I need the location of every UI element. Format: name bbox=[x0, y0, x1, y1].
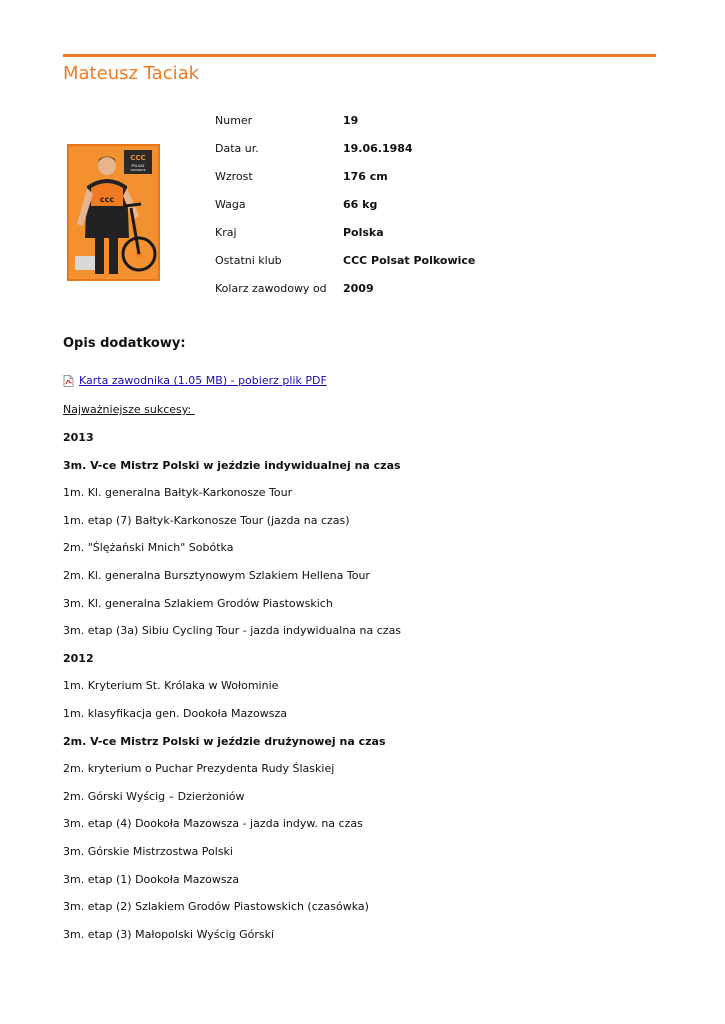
info-value: 66 kg bbox=[343, 198, 378, 211]
svg-text:ccc: ccc bbox=[99, 195, 115, 204]
info-value: 19 bbox=[343, 114, 359, 127]
info-row-weight bbox=[215, 190, 535, 218]
info-label: Kolarz zawodowy od bbox=[215, 282, 327, 295]
info-row-pro-since bbox=[215, 274, 535, 302]
achievement-item: 2m. kryterium o Puchar Prezydenta Rudy Ślaskiej bbox=[63, 762, 335, 776]
achievement-item: 3m. etap (4) Dookoła Mazowsza - jazda indyw. na czas bbox=[63, 817, 363, 831]
achievement-item: 2m. Górski Wyścig – Dzierżoniów bbox=[63, 789, 245, 803]
achievement-item: 3m. etap (2) Szlakiem Grodów Piastowskich (czasówka) bbox=[63, 900, 369, 914]
achievement-heading: 2012 bbox=[63, 651, 94, 665]
section-title: Opis dodatkowy: bbox=[63, 336, 186, 351]
info-label: Kraj bbox=[215, 226, 237, 239]
info-value: Polska bbox=[343, 226, 384, 239]
achievement-item: 3m. Górskie Mistrzostwa Polski bbox=[63, 845, 233, 858]
pdf-file-icon bbox=[63, 375, 74, 387]
info-value: 2009 bbox=[343, 282, 374, 295]
info-value: 176 cm bbox=[343, 170, 388, 183]
achievement-item: 1m. Kl. generalna Bałtyk-Karkonosze Tour bbox=[63, 486, 293, 500]
info-label: Numer bbox=[215, 114, 253, 127]
info-label: Wzrost bbox=[215, 170, 253, 183]
info-label: Data ur. bbox=[215, 142, 259, 155]
info-row-number bbox=[215, 106, 535, 134]
info-value: 19.06.1984 bbox=[343, 142, 413, 155]
info-row-country bbox=[215, 218, 535, 246]
rider-name: Mateusz Taciak bbox=[63, 63, 200, 84]
pdf-download[interactable] bbox=[63, 374, 327, 387]
achievements-heading: Najważniejsze sukcesy: bbox=[63, 403, 195, 416]
info-value: CCC Polsat Polkowice bbox=[343, 254, 476, 267]
info-label: Waga bbox=[215, 198, 246, 211]
achievement-item: 3m. etap (3) Małopolski Wyścig Górski bbox=[63, 927, 275, 941]
svg-text:POLSAT: POLSAT bbox=[131, 164, 145, 168]
achievement-item: 3m. Kl. generalna Szlakiem Grodów Piastowskich bbox=[63, 596, 333, 610]
achievement-item: 1m. klasyfikacja gen. Dookoła Mazowsza bbox=[63, 707, 287, 720]
achievement-heading: 2013 bbox=[63, 431, 94, 444]
achievement-heading: 3m. V-ce Mistrz Polski w jeździe indywidualnej na czas bbox=[63, 458, 401, 472]
achievement-heading: 2m. V-ce Mistrz Polski w jeździe drużynowej na czas bbox=[63, 734, 386, 748]
pdf-download-link[interactable]: Karta zawodnika (1.05 MB) - pobierz plik PDF bbox=[79, 374, 327, 387]
achievement-item: 2m. "Ślężański Mnich" Sobótka bbox=[63, 541, 234, 555]
achievement-item: 2m. Kl. generalna Bursztynowym Szlakiem Hellena Tour bbox=[63, 569, 370, 582]
info-row-club bbox=[215, 246, 535, 274]
info-row-birthdate bbox=[215, 134, 535, 162]
info-label: Ostatni klub bbox=[215, 254, 282, 267]
achievement-item: 1m. Kryterium St. Królaka w Wołominie bbox=[63, 679, 279, 693]
rider-photo bbox=[67, 144, 160, 281]
achievement-item: 1m. etap (7) Bałtyk-Karkonosze Tour (jazda na czas) bbox=[63, 513, 350, 527]
achievement-item: 3m. etap (1) Dookoła Mazowsza bbox=[63, 872, 240, 886]
svg-text:POLKOWICE: POLKOWICE bbox=[130, 169, 146, 172]
svg-text:CCC: CCC bbox=[130, 154, 146, 162]
top-divider bbox=[63, 54, 656, 57]
info-row-height bbox=[215, 162, 535, 190]
achievement-item: 3m. etap (3a) Sibiu Cycling Tour - jazda indywidualna na czas bbox=[63, 624, 402, 638]
